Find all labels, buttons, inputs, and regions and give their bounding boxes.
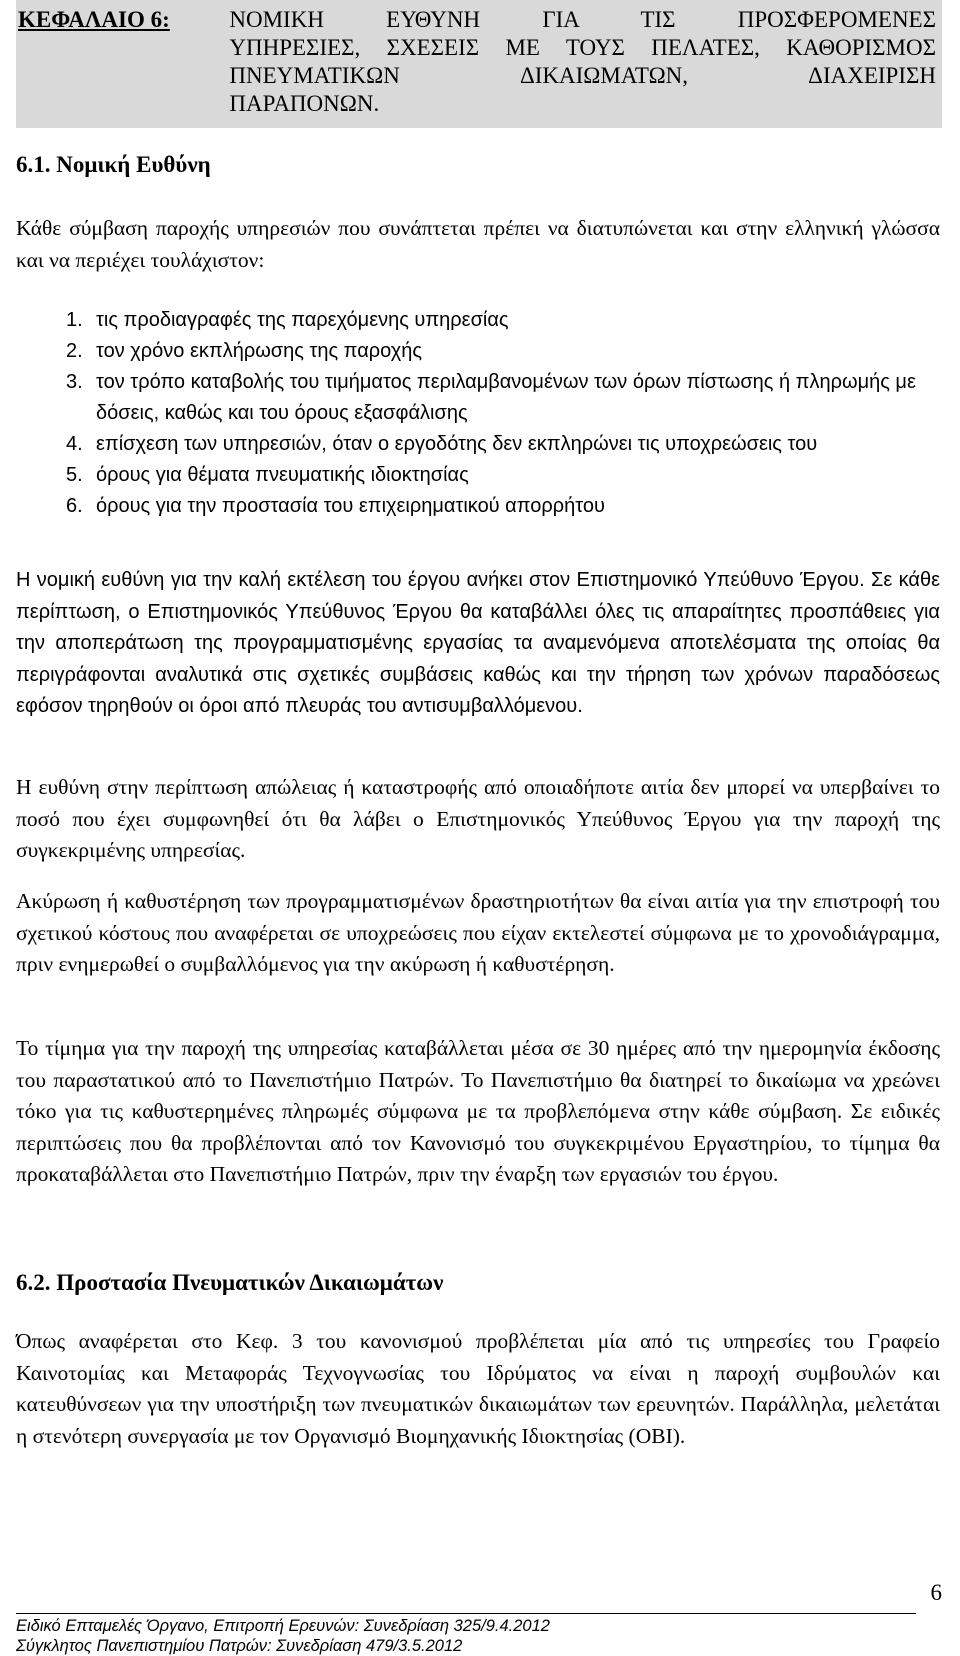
cancellation-paragraph: Ακύρωση ή καθυστέρηση των προγραμματισμένων δραστηριοτήτων θα είναι αιτία για την επιστροφή του σχετικού κόστους που αναφέρεται σε υποχρεώσεις που είχαν εκτελεστεί σύμφωνα με το χρονοδιάγραμμα, πριν ενημερωθεί ο συμβαλλόμενος για την ακύρωση ή καθυστέρηση. bbox=[16, 889, 940, 976]
chapter-label: ΚΕΦΑΛΑΙΟ 6: bbox=[18, 7, 170, 32]
list-item-text: επίσχεση των υπηρεσιών, όταν ο εργοδότης δεν εκπληρώνει τις υποχρεώσεις του bbox=[96, 433, 818, 455]
section-heading-6-2: 6.2. Προστασία Πνευματικών Δικαιωμάτων bbox=[16, 1270, 444, 1295]
ip-protection-paragraph: Όπως αναφέρεται στο Κεφ. 3 του κανονισμού προβλέπεται μία από τις υπηρεσίες του Γραφείο Καινοτομίας και Μεταφοράς Τεχνογνωσίας του Ιδρύματος να είναι η παροχή συμβουλών και κατευθύνσεων για την υποστήριξη των πνευματικών δικαιωμάτων των ερευνητών. Παράλληλα, μελετάται η στενότερη συνεργασία με τον Οργανισμό Βιομηχανικής Ιδιοκτησίας (ΟΒΙ). bbox=[16, 1329, 940, 1448]
list-item-number: 4. bbox=[66, 433, 83, 455]
document-page bbox=[16, 0, 942, 1655]
page-number: 6 bbox=[930, 1580, 942, 1605]
list-item bbox=[66, 491, 940, 522]
footer-line-senate: Σύγκλητος Πανεπιστημίου Πατρών: Συνεδρίαση 479/3.5.2012 bbox=[16, 1637, 463, 1655]
list-item bbox=[66, 367, 940, 429]
list-item bbox=[66, 336, 940, 367]
requirements-list bbox=[66, 305, 940, 522]
loss-liability-paragraph: Η ευθύνη στην περίπτωση απώλειας ή καταστροφής από οποιαδήποτε αιτία δεν μπορεί να υπερβαίνει το ποσό που έχει συμφωνηθεί ότι θα λάβει ο Επιστημονικός Υπεύθυνος Έργου για την παροχή της συγκεκριμένης υπηρεσίας. bbox=[16, 775, 940, 862]
chapter-title-line: ΥΠΗΡΕΣΙΕΣ, ΣΧΕΣΕΙΣ ΜΕ ΤΟΥΣ ΠΕΛΑΤΕΣ, ΚΑΘΟΡΙΣΜΟΣ bbox=[229, 35, 936, 60]
chapter-title-line: ΠΝΕΥΜΑΤΙΚΩΝ ΔΙΚΑΙΩΜΑΤΩΝ, ΔΙΑΧΕΙΡΙΣΗ bbox=[229, 63, 936, 88]
legal-liability-paragraph: Η νομική ευθύνη για την καλή εκτέλεση του έργου ανήκει στον Επιστημονικό Υπεύθυνο Έργου. Σε κάθε περίπτωση, ο Επιστημονικός Υπεύθυνος Έργου θα καταβάλλει όλες τις απαραίτητες προσπάθειες για την αποπεράτωση της προγραμματισμένης εργασίας τα αναμενόμενα αποτελέσματα της οποίας θα περιγράφονται αναλυτικά στις σχετικές συμβάσεις καθώς και την τήρηση των χρόνων παραδόσεως εφόσον τηρηθούν οι όροι από πλευράς του αντισυμβαλλόμενου. bbox=[16, 569, 940, 717]
list-item-number: 1. bbox=[66, 309, 83, 331]
list-item bbox=[66, 429, 940, 460]
intro-paragraph: Κάθε σύμβαση παροχής υπηρεσιών που συνάπτεται πρέπει να διατυπώνεται και στην ελληνική γλώσσα και να περιέχει τουλάχιστον: bbox=[16, 216, 940, 272]
list-item-text: τον χρόνο εκπλήρωσης της παροχής bbox=[96, 340, 422, 362]
chapter-title-line: ΠΑΡΑΠΟΝΩΝ. bbox=[229, 91, 380, 116]
list-item bbox=[66, 305, 940, 336]
chapter-title bbox=[229, 6, 942, 128]
chapter-title-line: ΝΟΜΙΚΗ ΕΥΘΥΝΗ ΓΙΑ ΤΙΣ ΠΡΟΣΦΕΡΟΜΕΝΕΣ bbox=[229, 7, 936, 32]
list-item-number: 6. bbox=[66, 495, 83, 517]
payment-paragraph: Το τίμημα για την παροχή της υπηρεσίας καταβάλλεται μέσα σε 30 ημέρες από την ημερομηνία έκδοσης του παραστατικού από το Πανεπιστήμιο Πατρών. Το Πανεπιστήμιο θα διατηρεί το δικαίωμα να χρεώνει τόκο για τις καθυστερημένες πληρωμές σύμφωνα με τα προβλεπόμενα στην κάθε σύμβαση. Σε ειδικές περιπτώσεις που θα προβλέπονται από τον Κανονισμό του συγκεκριμένου Εργαστηρίου, το τίμημα θα προκαταβάλλεται στο Πανεπιστήμιο Πατρών, πριν την έναρξη των εργασιών του έργου. bbox=[16, 1036, 940, 1186]
section-heading-6-1: 6.1. Νομική Ευθύνη bbox=[16, 152, 211, 177]
list-item-text: τον τρόπο καταβολής του τιμήματος περιλαμβανομένων των όρων πίστωσης ή πληρωμής με δόσεις, καθώς και του όρους εξασφάλισης bbox=[96, 371, 916, 424]
footer-line-committee: Ειδικό Επταμελές Όργανο, Επιτροπή Ερευνών: Συνεδρίαση 325/9.4.2012 bbox=[16, 1617, 550, 1635]
list-item-text: τις προδιαγραφές της παρεχόμενης υπηρεσίας bbox=[96, 309, 509, 331]
list-item bbox=[66, 460, 940, 491]
chapter-header bbox=[16, 0, 942, 128]
list-item-number: 5. bbox=[66, 464, 83, 486]
footer-divider bbox=[16, 1613, 916, 1614]
list-item-number: 2. bbox=[66, 340, 83, 362]
list-item-number: 3. bbox=[66, 371, 83, 393]
list-item-text: όρους για την προστασία του επιχειρηματικού απορρήτου bbox=[96, 495, 605, 517]
list-item-text: όρους για θέματα πνευματικής ιδιοκτησίας bbox=[96, 464, 469, 486]
